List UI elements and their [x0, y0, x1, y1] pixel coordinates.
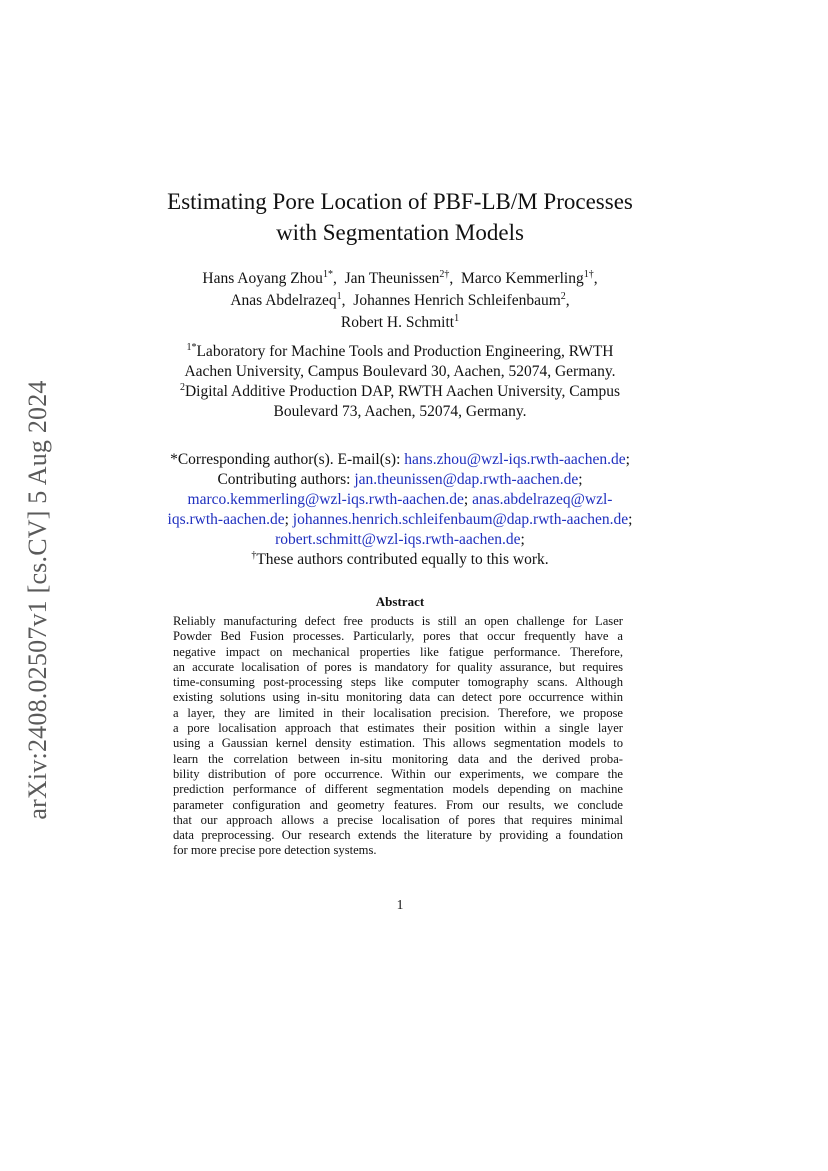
email-link-zhou[interactable]: hans.zhou@wzl-iqs.rwth-aachen.de	[404, 451, 626, 468]
abstract-line: existing solutions using in-situ monitoring data can detect pore occurrence within	[173, 690, 623, 705]
abstract-line: parameter configuration and geometry features. From our results, we conclude	[173, 797, 623, 812]
abstract-line: Reliably manufacturing defect free products is still an open challenge for Laser	[173, 614, 623, 628]
separator: ;	[628, 511, 633, 528]
author-name: Johannes Henrich Schleifenbaum	[353, 292, 561, 309]
contact-block	[140, 450, 660, 570]
abstract-line: learn the correlation between in-situ monitoring data and the derived proba-	[173, 751, 623, 766]
contributing-emails-line-2	[140, 510, 660, 530]
title-line-2: with Segmentation Models	[276, 220, 524, 245]
authors-line-1: Hans Aoyang Zhou$^{1*}$, Jan Theunissen$^{2\dagger}$, Marco Kemmerling$^{1\dagger}$,	[202, 268, 598, 287]
affiliation-1-line-1	[140, 342, 660, 362]
arxiv-identifier: arXiv:2408.02507v1 [cs.CV] 5 Aug 2024	[23, 380, 52, 820]
author-list	[140, 268, 660, 334]
affiliation-text: Laboratory for Machine Tools and Production Engineering, RWTH	[196, 343, 614, 360]
author-affiliation-mark: 1	[454, 312, 460, 324]
abstract-line: that our approach allows a precise localisation of pores that requires minimal	[173, 812, 623, 827]
dagger-mark: †	[251, 549, 257, 561]
contributing-authors-line	[140, 470, 660, 490]
corresponding-author-line	[140, 450, 660, 470]
email-link-theunissen[interactable]: jan.theunissen@dap.rwth-aachen.de	[354, 471, 579, 488]
equal-contribution-note	[140, 550, 660, 570]
author-name: Jan Theunissen	[344, 270, 440, 287]
affiliation-2-line-2: Boulevard 73, Aachen, 52074, Germany.	[273, 403, 527, 420]
abstract-line: a pore localisation approach that estimates their position within a single layer	[173, 721, 623, 736]
abstract-heading: Abstract	[375, 594, 425, 609]
contributing-emails-line-3	[140, 530, 660, 550]
email-link-abdelrazeq-cont[interactable]: iqs.rwth-aachen.de	[167, 511, 285, 528]
author-affiliation-mark: 1*	[322, 268, 333, 280]
corresponding-label: *Corresponding author(s). E-mail(s):	[170, 451, 405, 468]
contributing-label: Contributing authors:	[217, 471, 355, 488]
author-affiliation-mark: 1†	[583, 268, 594, 280]
author-name: Hans Aoyang Zhou	[202, 270, 323, 287]
abstract-line: Powder Bed Fusion processes. Particularly, pores that occur frequently have a	[173, 629, 623, 644]
page-number: 1	[396, 897, 404, 912]
abstract-line: prediction performance of different segmentation models depending on machine	[173, 782, 623, 797]
author-name: Anas Abdelrazeq	[230, 292, 337, 309]
separator: ;	[284, 511, 293, 528]
affiliation-block	[140, 342, 660, 422]
equal-contribution-text: These authors contributed equally to this work.	[256, 551, 549, 568]
separator: ;	[520, 531, 525, 548]
email-link-kemmerling[interactable]: marco.kemmerling@wzl-iqs.rwth-aachen.de	[187, 491, 464, 508]
abstract-line: using a Gaussian kernel density estimation. This allows segmentation models to	[173, 736, 623, 751]
abstract-line: a layer, they are limited in their localisation precision. Therefore, we propose	[173, 705, 623, 720]
authors-line-3	[140, 312, 660, 334]
abstract-line: time-consuming post-processing steps like computer tomography scans. Although	[173, 675, 623, 690]
contributing-emails-line-1	[140, 490, 660, 510]
affiliation-mark: 2	[179, 381, 185, 393]
abstract-line: an accurate localisation of pores is mandatory for quality assurance, but requires	[173, 659, 623, 674]
author-affiliation-mark: 2†	[439, 268, 450, 280]
affiliation-1-line-2: Aachen University, Campus Boulevard 30, Aachen, 52074, Germany.	[184, 363, 616, 380]
author-name: Robert H. Schmitt	[340, 314, 455, 331]
email-link-abdelrazeq[interactable]: anas.abdelrazeq@wzl-	[472, 491, 613, 508]
author-affiliation-mark: 1	[336, 290, 342, 302]
separator: ;	[625, 451, 630, 468]
abstract-body	[173, 614, 623, 859]
email-link-schmitt[interactable]: robert.schmitt@wzl-iqs.rwth-aachen.de	[275, 531, 521, 548]
separator: ;	[463, 491, 473, 508]
affiliation-2-line-1	[140, 382, 660, 402]
paper-title	[130, 186, 670, 248]
author-name: Marco Kemmerling	[461, 270, 584, 287]
title-line-1: Estimating Pore Location of PBF-LB/M Processes	[167, 189, 633, 214]
email-link-schleifenbaum[interactable]: johannes.henrich.schleifenbaum@dap.rwth-aachen.de	[292, 511, 629, 528]
arxiv-sidebar	[18, 350, 58, 850]
abstract-line: data preprocessing. Our research extends the literature by providing a foundation	[173, 828, 623, 843]
separator: ;	[578, 471, 583, 488]
affiliation-mark: 1*	[186, 341, 197, 353]
abstract-line: for more precise pore detection systems.	[173, 843, 377, 858]
authors-line-2: Anas Abdelrazeq$^1$, Johannes Henrich Schleifenbaum$^2$,	[230, 290, 570, 309]
affiliation-text: Digital Additive Production DAP, RWTH Aachen University, Campus	[184, 383, 621, 400]
abstract-line: bility distribution of pore occurrence. Within our experiments, we compare the	[173, 766, 623, 781]
author-affiliation-mark: 2	[560, 290, 566, 302]
abstract-line: negative impact on mechanical properties like fatigue performance. Therefore,	[173, 644, 623, 659]
